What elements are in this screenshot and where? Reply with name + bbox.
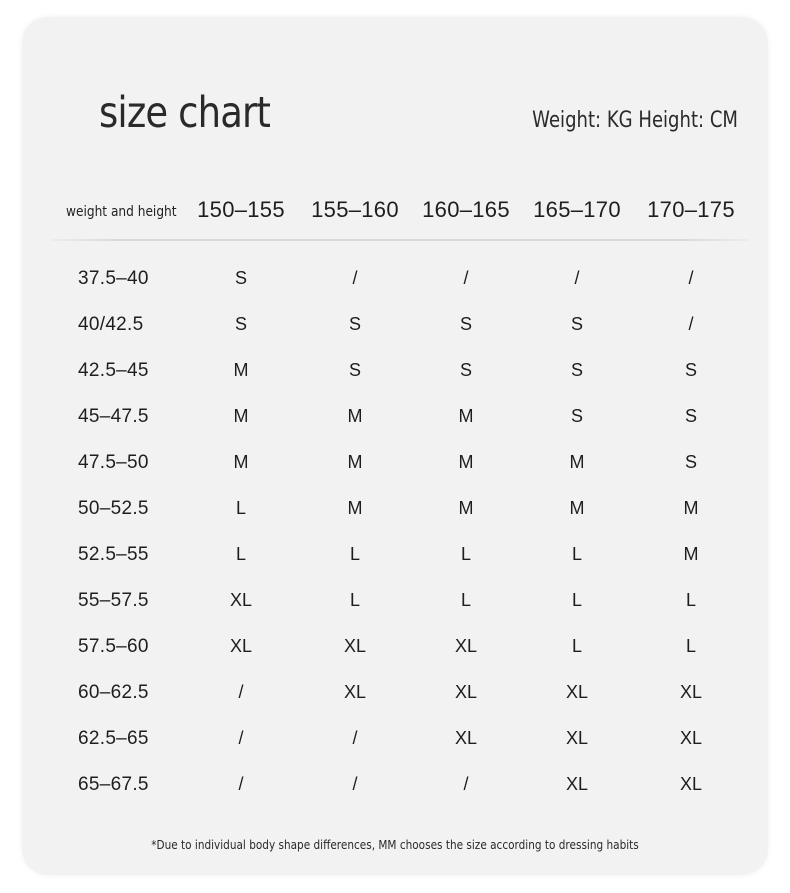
size-cell: XL bbox=[679, 774, 703, 794]
size-cell: L bbox=[571, 636, 582, 656]
size-cell: S bbox=[570, 406, 583, 426]
row-weight-label: 37.5–40 bbox=[78, 268, 149, 289]
size-cell: L bbox=[571, 590, 582, 610]
size-cell: S bbox=[684, 406, 697, 426]
page-title: size chart bbox=[99, 88, 270, 138]
size-cell: M bbox=[233, 360, 249, 380]
size-cell: S bbox=[459, 314, 472, 334]
size-cell: M bbox=[458, 498, 474, 518]
row-weight-label: 50–52.5 bbox=[78, 498, 149, 519]
table-row bbox=[0, 348, 790, 394]
size-cell: S bbox=[459, 360, 472, 380]
size-cell: S bbox=[684, 452, 697, 472]
table-row bbox=[0, 578, 790, 624]
size-cell: S bbox=[348, 360, 361, 380]
size-cell: XL bbox=[679, 682, 703, 702]
size-cell: S bbox=[234, 314, 247, 334]
size-cell: / bbox=[352, 268, 358, 288]
table-row bbox=[0, 394, 790, 440]
row-weight-label: 45–47.5 bbox=[78, 406, 149, 427]
table-row bbox=[0, 486, 790, 532]
units-label: Weight: KG Height: CM bbox=[532, 108, 738, 133]
column-header: 165–170 bbox=[533, 197, 621, 222]
size-cell: M bbox=[683, 498, 699, 518]
size-cell: L bbox=[349, 590, 360, 610]
size-cell: XL bbox=[343, 682, 367, 702]
size-cell: / bbox=[352, 774, 358, 794]
size-cell: XL bbox=[565, 774, 589, 794]
size-cell: M bbox=[683, 544, 699, 564]
size-cell: L bbox=[460, 544, 471, 564]
table-row bbox=[0, 302, 790, 348]
size-cell: L bbox=[685, 636, 696, 656]
size-cell: XL bbox=[565, 682, 589, 702]
table-row bbox=[0, 256, 790, 302]
row-weight-label: 52.5–55 bbox=[78, 544, 149, 565]
table-row bbox=[0, 532, 790, 578]
row-weight-label: 42.5–45 bbox=[78, 360, 149, 381]
size-cell: / bbox=[352, 728, 358, 748]
size-cell: XL bbox=[229, 636, 253, 656]
size-cell: XL bbox=[229, 590, 253, 610]
size-cell: XL bbox=[679, 728, 703, 748]
size-cell: S bbox=[570, 314, 583, 334]
row-weight-label: 57.5–60 bbox=[78, 636, 149, 657]
header-divider bbox=[52, 239, 748, 241]
size-cell: M bbox=[347, 452, 363, 472]
size-cell: / bbox=[238, 682, 244, 702]
size-cell: / bbox=[688, 268, 694, 288]
row-weight-label: 55–57.5 bbox=[78, 590, 149, 611]
table-corner-label: weight and height bbox=[66, 204, 177, 220]
row-weight-label: 60–62.5 bbox=[78, 682, 149, 703]
size-cell: L bbox=[235, 498, 246, 518]
size-cell: M bbox=[233, 452, 249, 472]
size-cell: XL bbox=[565, 728, 589, 748]
row-weight-label: 65–67.5 bbox=[78, 774, 149, 795]
size-cell: L bbox=[571, 544, 582, 564]
table-row bbox=[0, 440, 790, 486]
row-weight-label: 62.5–65 bbox=[78, 728, 149, 749]
size-cell: / bbox=[688, 314, 694, 334]
size-cell: M bbox=[233, 406, 249, 426]
size-cell: M bbox=[458, 452, 474, 472]
size-cell: L bbox=[349, 544, 360, 564]
table-row bbox=[0, 670, 790, 716]
size-cell: L bbox=[235, 544, 246, 564]
table-row bbox=[0, 716, 790, 762]
table-row bbox=[0, 624, 790, 670]
row-weight-label: 47.5–50 bbox=[78, 452, 149, 473]
size-cell: / bbox=[463, 268, 469, 288]
size-cell: / bbox=[574, 268, 580, 288]
column-header: 155–160 bbox=[311, 197, 399, 222]
column-header: 160–165 bbox=[422, 197, 510, 222]
size-cell: L bbox=[460, 590, 471, 610]
size-cell: XL bbox=[454, 728, 478, 748]
size-cell: XL bbox=[343, 636, 367, 656]
row-weight-label: 40/42.5 bbox=[78, 314, 144, 335]
size-cell: / bbox=[238, 774, 244, 794]
size-cell: M bbox=[458, 406, 474, 426]
column-header: 170–175 bbox=[647, 197, 735, 222]
size-cell: XL bbox=[454, 636, 478, 656]
table-row bbox=[0, 762, 790, 808]
size-table-body bbox=[0, 256, 790, 808]
size-cell: / bbox=[463, 774, 469, 794]
size-cell: / bbox=[238, 728, 244, 748]
size-cell: S bbox=[234, 268, 247, 288]
size-cell: S bbox=[684, 360, 697, 380]
size-cell: S bbox=[570, 360, 583, 380]
size-cell: M bbox=[569, 498, 585, 518]
footnote: *Due to individual body shape differences, MM chooses the size according to dressing habits bbox=[151, 837, 639, 852]
size-cell: L bbox=[685, 590, 696, 610]
size-cell: S bbox=[348, 314, 361, 334]
size-cell: M bbox=[347, 498, 363, 518]
size-cell: M bbox=[347, 406, 363, 426]
column-header: 150–155 bbox=[197, 197, 285, 222]
size-cell: XL bbox=[454, 682, 478, 702]
size-cell: M bbox=[569, 452, 585, 472]
